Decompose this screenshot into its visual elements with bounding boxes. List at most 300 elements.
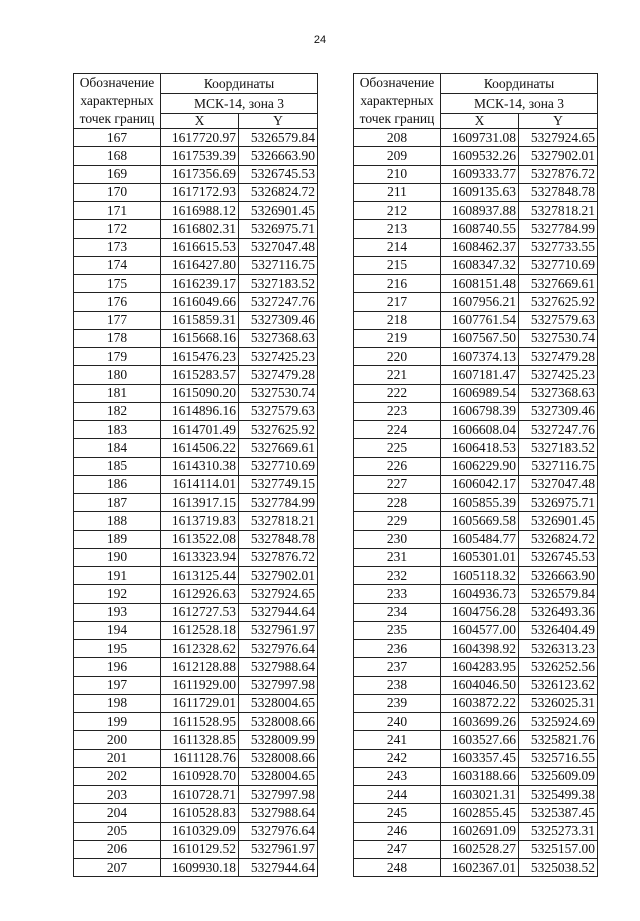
x-coordinate-cell: 1606989.54: [441, 384, 519, 402]
y-coordinate-cell: 5327047.48: [519, 475, 598, 493]
y-coordinate-cell: 5327047.48: [239, 238, 318, 256]
y-coordinate-cell: 5327961.97: [239, 840, 318, 858]
point-label-line: характерных: [80, 93, 154, 108]
table-row: [354, 329, 598, 347]
x-coordinate-cell: 1616239.17: [161, 275, 239, 293]
table-row: [354, 786, 598, 804]
table-row: [354, 293, 598, 311]
point-number-cell: 184: [74, 439, 161, 457]
point-number-cell: 248: [354, 859, 441, 877]
point-number-cell: 174: [74, 256, 161, 274]
point-number-cell: 229: [354, 512, 441, 530]
y-coordinate-cell: 5327710.69: [239, 457, 318, 475]
point-number-cell: 197: [74, 676, 161, 694]
point-label-header: [354, 74, 441, 129]
x-coordinate-cell: 1603021.31: [441, 786, 519, 804]
table-row: [354, 348, 598, 366]
point-number-cell: 195: [74, 640, 161, 658]
point-number-cell: 225: [354, 439, 441, 457]
x-coordinate-cell: 1611128.76: [161, 749, 239, 767]
table-row: [74, 475, 318, 493]
x-coordinate-cell: 1613125.44: [161, 567, 239, 585]
point-number-cell: 223: [354, 402, 441, 420]
table-row: [354, 530, 598, 548]
point-number-cell: 238: [354, 676, 441, 694]
point-number-cell: 191: [74, 567, 161, 585]
point-number-cell: 190: [74, 548, 161, 566]
table-row: [354, 713, 598, 731]
y-coordinate-cell: 5326975.71: [519, 494, 598, 512]
point-number-cell: 201: [74, 749, 161, 767]
table-row: [354, 603, 598, 621]
y-coordinate-cell: 5327530.74: [239, 384, 318, 402]
table-row: [74, 567, 318, 585]
x-coordinate-cell: 1610528.83: [161, 804, 239, 822]
x-coordinate-cell: 1607181.47: [441, 366, 519, 384]
x-coordinate-cell: 1605855.39: [441, 494, 519, 512]
x-coordinate-cell: 1607761.54: [441, 311, 519, 329]
y-coordinate-cell: 5326824.72: [519, 530, 598, 548]
table-row: [354, 165, 598, 183]
table-row: [354, 694, 598, 712]
x-coordinate-cell: 1603357.45: [441, 749, 519, 767]
x-coordinate-cell: 1606798.39: [441, 402, 519, 420]
y-coordinate-cell: 5327924.65: [519, 129, 598, 147]
x-coordinate-cell: 1608937.88: [441, 202, 519, 220]
point-number-cell: 202: [74, 767, 161, 785]
x-coordinate-cell: 1607567.50: [441, 329, 519, 347]
y-coordinate-cell: 5327669.61: [519, 275, 598, 293]
x-column-header: X: [161, 114, 239, 129]
x-coordinate-cell: 1604936.73: [441, 585, 519, 603]
y-coordinate-cell: 5326745.53: [239, 165, 318, 183]
x-coordinate-cell: 1607956.21: [441, 293, 519, 311]
y-coordinate-cell: 5327784.99: [519, 220, 598, 238]
table-row: [74, 804, 318, 822]
y-coordinate-cell: 5325387.45: [519, 804, 598, 822]
x-coordinate-cell: 1606042.17: [441, 475, 519, 493]
x-coordinate-cell: 1604046.50: [441, 676, 519, 694]
y-coordinate-cell: 5327710.69: [519, 256, 598, 274]
point-number-cell: 206: [74, 840, 161, 858]
y-coordinate-cell: 5327247.76: [239, 293, 318, 311]
point-number-cell: 199: [74, 713, 161, 731]
point-number-cell: 183: [74, 421, 161, 439]
table-row: [354, 859, 598, 877]
table-body: [74, 129, 318, 877]
point-label-header: [74, 74, 161, 129]
table-row: [74, 859, 318, 877]
x-coordinate-cell: 1604398.92: [441, 640, 519, 658]
table-row: [354, 256, 598, 274]
table-row: [74, 311, 318, 329]
point-number-cell: 220: [354, 348, 441, 366]
y-coordinate-cell: 5327579.63: [239, 402, 318, 420]
y-coordinate-cell: 5326745.53: [519, 548, 598, 566]
x-coordinate-cell: 1614114.01: [161, 475, 239, 493]
point-number-cell: 234: [354, 603, 441, 621]
y-coordinate-cell: 5325924.69: [519, 713, 598, 731]
x-coordinate-cell: 1617356.69: [161, 165, 239, 183]
coordinates-table-left: [73, 73, 318, 877]
x-coordinate-cell: 1603872.22: [441, 694, 519, 712]
y-coordinate-cell: 5327425.23: [239, 348, 318, 366]
x-coordinate-cell: 1610329.09: [161, 822, 239, 840]
x-coordinate-cell: 1606418.53: [441, 439, 519, 457]
table-row: [74, 366, 318, 384]
y-coordinate-cell: 5325821.76: [519, 731, 598, 749]
table-row: [354, 457, 598, 475]
point-number-cell: 210: [354, 165, 441, 183]
point-number-cell: 196: [74, 658, 161, 676]
x-coordinate-cell: 1602367.01: [441, 859, 519, 877]
x-coordinate-cell: 1616615.53: [161, 238, 239, 256]
point-number-cell: 188: [74, 512, 161, 530]
point-number-cell: 167: [74, 129, 161, 147]
table-row: [74, 658, 318, 676]
y-coordinate-cell: 5326123.62: [519, 676, 598, 694]
y-coordinate-cell: 5327733.55: [519, 238, 598, 256]
point-number-cell: 226: [354, 457, 441, 475]
y-coordinate-cell: 5326579.84: [519, 585, 598, 603]
y-coordinate-cell: 5328008.66: [239, 749, 318, 767]
y-coordinate-cell: 5326824.72: [239, 183, 318, 201]
point-number-cell: 244: [354, 786, 441, 804]
table-row: [354, 275, 598, 293]
table-row: [74, 731, 318, 749]
table-row: [74, 202, 318, 220]
y-coordinate-cell: 5325157.00: [519, 840, 598, 858]
table-row: [74, 713, 318, 731]
point-number-cell: 175: [74, 275, 161, 293]
x-coordinate-cell: 1613719.83: [161, 512, 239, 530]
x-coordinate-cell: 1603699.26: [441, 713, 519, 731]
table-row: [354, 147, 598, 165]
table-row: [354, 475, 598, 493]
point-number-cell: 212: [354, 202, 441, 220]
point-number-cell: 179: [74, 348, 161, 366]
x-coordinate-cell: 1609930.18: [161, 859, 239, 877]
y-coordinate-cell: 5327876.72: [239, 548, 318, 566]
y-coordinate-cell: 5327976.64: [239, 822, 318, 840]
point-number-cell: 200: [74, 731, 161, 749]
y-coordinate-cell: 5325499.38: [519, 786, 598, 804]
table-row: [354, 621, 598, 639]
y-coordinate-cell: 5325038.52: [519, 859, 598, 877]
point-number-cell: 204: [74, 804, 161, 822]
x-coordinate-cell: 1609135.63: [441, 183, 519, 201]
y-coordinate-cell: 5327116.75: [519, 457, 598, 475]
point-number-cell: 203: [74, 786, 161, 804]
point-number-cell: 170: [74, 183, 161, 201]
y-coordinate-cell: 5327247.76: [519, 421, 598, 439]
table-row: [354, 311, 598, 329]
x-coordinate-cell: 1615476.23: [161, 348, 239, 366]
y-coordinate-cell: 5327944.64: [239, 603, 318, 621]
point-number-cell: 227: [354, 475, 441, 493]
y-coordinate-cell: 5325716.55: [519, 749, 598, 767]
point-number-cell: 172: [74, 220, 161, 238]
x-coordinate-cell: 1605301.01: [441, 548, 519, 566]
y-coordinate-cell: 5326663.90: [519, 567, 598, 585]
point-number-cell: 214: [354, 238, 441, 256]
point-number-cell: 219: [354, 329, 441, 347]
y-coordinate-cell: 5327425.23: [519, 366, 598, 384]
y-coordinate-cell: 5327309.46: [519, 402, 598, 420]
point-number-cell: 232: [354, 567, 441, 585]
y-coordinate-cell: 5326404.49: [519, 621, 598, 639]
y-coordinate-cell: 5327902.01: [239, 567, 318, 585]
point-number-cell: 239: [354, 694, 441, 712]
table-row: [74, 494, 318, 512]
table-row: [74, 147, 318, 165]
table-row: [354, 494, 598, 512]
y-coordinate-cell: 5326025.31: [519, 694, 598, 712]
y-coordinate-cell: 5327479.28: [239, 366, 318, 384]
table-row: [74, 348, 318, 366]
table-row: [74, 786, 318, 804]
x-coordinate-cell: 1615859.31: [161, 311, 239, 329]
x-coordinate-cell: 1605484.77: [441, 530, 519, 548]
point-number-cell: 230: [354, 530, 441, 548]
point-label-line: Обозначение: [359, 75, 435, 90]
table-row: [354, 749, 598, 767]
table-row: [354, 658, 598, 676]
y-coordinate-cell: 5326975.71: [239, 220, 318, 238]
x-coordinate-cell: 1610129.52: [161, 840, 239, 858]
y-coordinate-cell: 5327848.78: [239, 530, 318, 548]
x-coordinate-cell: 1613917.15: [161, 494, 239, 512]
x-coordinate-cell: 1611528.95: [161, 713, 239, 731]
point-number-cell: 236: [354, 640, 441, 658]
y-column-header: Y: [519, 114, 598, 129]
y-coordinate-cell: 5327988.64: [239, 658, 318, 676]
y-column-header: Y: [239, 114, 318, 129]
table-row: [74, 749, 318, 767]
table-row: [74, 329, 318, 347]
table-row: [354, 585, 598, 603]
y-coordinate-cell: 5327818.21: [239, 512, 318, 530]
table-row: [74, 603, 318, 621]
table-row: [74, 548, 318, 566]
x-coordinate-cell: 1602691.09: [441, 822, 519, 840]
x-coordinate-cell: 1605118.32: [441, 567, 519, 585]
point-number-cell: 168: [74, 147, 161, 165]
table-row: [74, 220, 318, 238]
point-number-cell: 246: [354, 822, 441, 840]
table-row: [74, 402, 318, 420]
x-coordinate-cell: 1612328.62: [161, 640, 239, 658]
x-coordinate-cell: 1604283.95: [441, 658, 519, 676]
table-row: [354, 548, 598, 566]
x-coordinate-cell: 1607374.13: [441, 348, 519, 366]
x-coordinate-cell: 1608740.55: [441, 220, 519, 238]
point-number-cell: 176: [74, 293, 161, 311]
point-number-cell: 215: [354, 256, 441, 274]
y-coordinate-cell: 5326313.23: [519, 640, 598, 658]
table-row: [354, 567, 598, 585]
x-coordinate-cell: 1616427.80: [161, 256, 239, 274]
point-number-cell: 237: [354, 658, 441, 676]
x-coordinate-cell: 1611929.00: [161, 676, 239, 694]
x-coordinate-cell: 1609532.26: [441, 147, 519, 165]
table-row: [74, 238, 318, 256]
y-coordinate-cell: 5326252.56: [519, 658, 598, 676]
x-coordinate-cell: 1613522.08: [161, 530, 239, 548]
x-coordinate-cell: 1614310.38: [161, 457, 239, 475]
point-number-cell: 189: [74, 530, 161, 548]
point-number-cell: 221: [354, 366, 441, 384]
point-number-cell: 186: [74, 475, 161, 493]
point-number-cell: 205: [74, 822, 161, 840]
x-coordinate-cell: 1609333.77: [441, 165, 519, 183]
y-coordinate-cell: 5326901.45: [519, 512, 598, 530]
x-coordinate-cell: 1617172.93: [161, 183, 239, 201]
point-number-cell: 171: [74, 202, 161, 220]
table-body: [354, 129, 598, 877]
y-coordinate-cell: 5327876.72: [519, 165, 598, 183]
x-coordinate-cell: 1606608.04: [441, 421, 519, 439]
point-number-cell: 247: [354, 840, 441, 858]
y-coordinate-cell: 5327997.98: [239, 676, 318, 694]
y-coordinate-cell: 5327848.78: [519, 183, 598, 201]
point-label-line: Обозначение: [79, 75, 155, 90]
y-coordinate-cell: 5327997.98: [239, 786, 318, 804]
x-coordinate-cell: 1610728.71: [161, 786, 239, 804]
point-number-cell: 224: [354, 421, 441, 439]
table-row: [354, 822, 598, 840]
y-coordinate-cell: 5327183.52: [239, 275, 318, 293]
point-number-cell: 242: [354, 749, 441, 767]
point-number-cell: 169: [74, 165, 161, 183]
point-number-cell: 192: [74, 585, 161, 603]
y-coordinate-cell: 5327749.15: [239, 475, 318, 493]
table-row: [354, 640, 598, 658]
point-label-line: точек границ: [359, 111, 435, 126]
x-coordinate-cell: 1602855.45: [441, 804, 519, 822]
y-coordinate-cell: 5327961.97: [239, 621, 318, 639]
y-coordinate-cell: 5327579.63: [519, 311, 598, 329]
table-row: [74, 275, 318, 293]
y-coordinate-cell: 5327530.74: [519, 329, 598, 347]
y-coordinate-cell: 5327368.63: [239, 329, 318, 347]
point-number-cell: 217: [354, 293, 441, 311]
point-number-cell: 240: [354, 713, 441, 731]
y-coordinate-cell: 5327625.92: [239, 421, 318, 439]
table-row: [74, 183, 318, 201]
x-coordinate-cell: 1612727.53: [161, 603, 239, 621]
point-number-cell: 235: [354, 621, 441, 639]
y-coordinate-cell: 5327818.21: [519, 202, 598, 220]
point-number-cell: 185: [74, 457, 161, 475]
point-number-cell: 241: [354, 731, 441, 749]
table-row: [74, 694, 318, 712]
y-coordinate-cell: 5327902.01: [519, 147, 598, 165]
x-coordinate-cell: 1608347.32: [441, 256, 519, 274]
table-row: [74, 384, 318, 402]
table-row: [354, 129, 598, 147]
table-row: [74, 840, 318, 858]
point-number-cell: 213: [354, 220, 441, 238]
point-number-cell: 181: [74, 384, 161, 402]
x-coordinate-cell: 1614896.16: [161, 402, 239, 420]
x-coordinate-cell: 1606229.90: [441, 457, 519, 475]
point-label-line: характерных: [360, 93, 434, 108]
x-coordinate-cell: 1604577.00: [441, 621, 519, 639]
table-row: [354, 384, 598, 402]
page-number: 24: [313, 34, 327, 46]
point-number-cell: 218: [354, 311, 441, 329]
table-row: [354, 676, 598, 694]
y-coordinate-cell: 5327944.64: [239, 859, 318, 877]
table-row: [74, 457, 318, 475]
x-coordinate-cell: 1614506.22: [161, 439, 239, 457]
table-row: [74, 621, 318, 639]
x-coordinate-cell: 1608462.37: [441, 238, 519, 256]
x-coordinate-cell: 1615090.20: [161, 384, 239, 402]
table-row: [74, 512, 318, 530]
point-number-cell: 245: [354, 804, 441, 822]
point-number-cell: 208: [354, 129, 441, 147]
point-number-cell: 187: [74, 494, 161, 512]
point-number-cell: 209: [354, 147, 441, 165]
coords-title-line: Координаты: [161, 74, 318, 94]
x-coordinate-cell: 1603527.66: [441, 731, 519, 749]
table-row: [354, 183, 598, 201]
table-row: [74, 129, 318, 147]
x-coordinate-cell: 1605669.58: [441, 512, 519, 530]
y-coordinate-cell: 5327368.63: [519, 384, 598, 402]
x-coordinate-cell: 1617539.39: [161, 147, 239, 165]
y-coordinate-cell: 5327976.64: [239, 640, 318, 658]
table-row: [354, 366, 598, 384]
x-coordinate-cell: 1604756.28: [441, 603, 519, 621]
table-row: [354, 512, 598, 530]
x-coordinate-cell: 1615283.57: [161, 366, 239, 384]
point-number-cell: 216: [354, 275, 441, 293]
y-coordinate-cell: 5327479.28: [519, 348, 598, 366]
coordinates-table-right: [353, 73, 598, 877]
x-coordinate-cell: 1616802.31: [161, 220, 239, 238]
table-row: [74, 256, 318, 274]
table-row: [74, 767, 318, 785]
x-coordinate-cell: 1612926.63: [161, 585, 239, 603]
y-coordinate-cell: 5327784.99: [239, 494, 318, 512]
y-coordinate-cell: 5327669.61: [239, 439, 318, 457]
y-coordinate-cell: 5327924.65: [239, 585, 318, 603]
y-coordinate-cell: 5327988.64: [239, 804, 318, 822]
x-coordinate-cell: 1612528.18: [161, 621, 239, 639]
coords-system-line: МСК-14, зона 3: [441, 94, 598, 114]
point-number-cell: 198: [74, 694, 161, 712]
table-row: [74, 585, 318, 603]
y-coordinate-cell: 5328004.65: [239, 767, 318, 785]
x-coordinate-cell: 1617720.97: [161, 129, 239, 147]
table-row: [74, 293, 318, 311]
point-number-cell: 243: [354, 767, 441, 785]
y-coordinate-cell: 5326579.84: [239, 129, 318, 147]
y-coordinate-cell: 5325273.31: [519, 822, 598, 840]
table-row: [354, 238, 598, 256]
table-row: [354, 402, 598, 420]
x-coordinate-cell: 1614701.49: [161, 421, 239, 439]
point-number-cell: 233: [354, 585, 441, 603]
y-coordinate-cell: 5328004.65: [239, 694, 318, 712]
x-coordinate-cell: 1611328.85: [161, 731, 239, 749]
point-number-cell: 173: [74, 238, 161, 256]
y-coordinate-cell: 5328009.99: [239, 731, 318, 749]
x-coordinate-cell: 1616049.66: [161, 293, 239, 311]
